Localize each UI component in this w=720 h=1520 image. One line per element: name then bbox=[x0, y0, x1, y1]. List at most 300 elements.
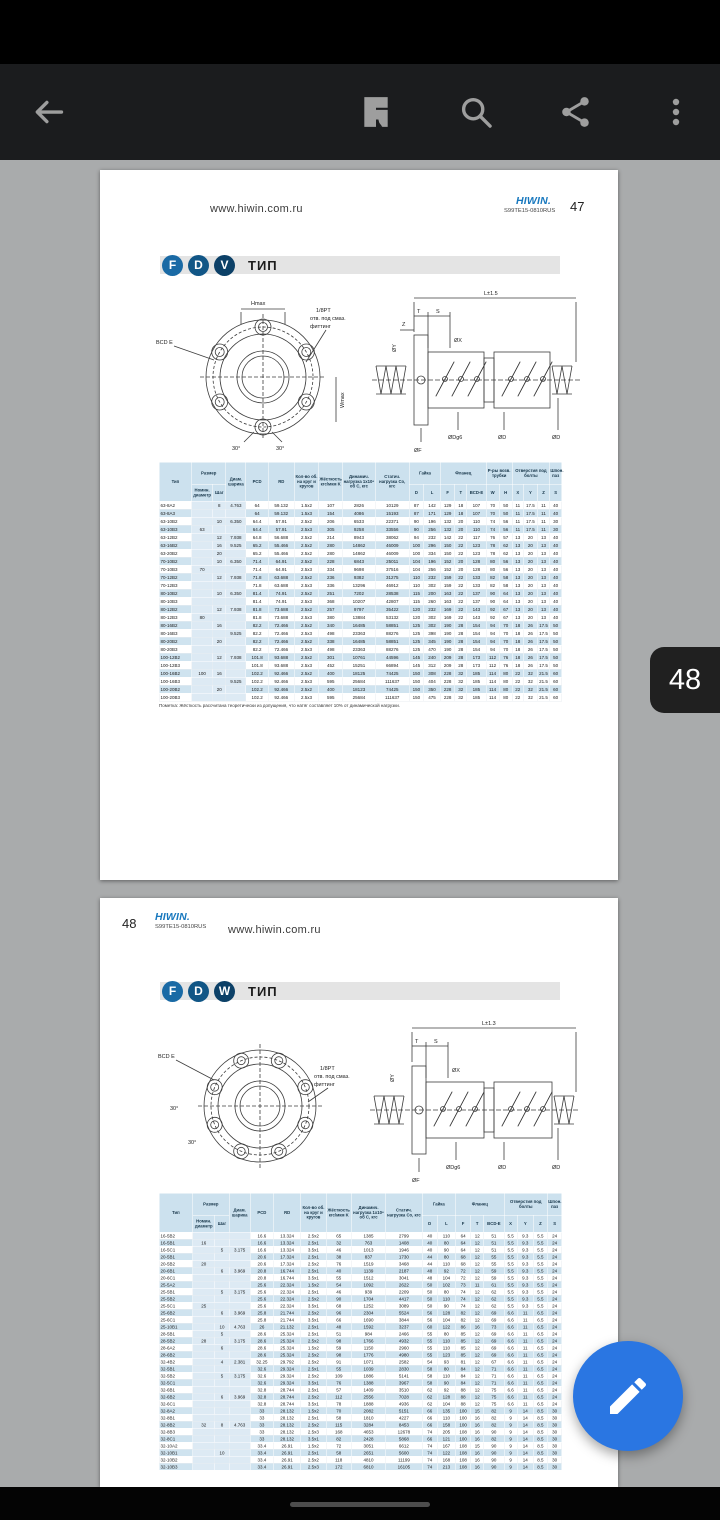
table-cell: 104 bbox=[437, 1400, 455, 1407]
table-cell: 6.5 bbox=[533, 1393, 547, 1400]
table-cell: 73 bbox=[484, 1323, 504, 1330]
table-cell bbox=[229, 1274, 250, 1281]
table-cell bbox=[226, 661, 246, 669]
table-cell: 11 bbox=[537, 501, 549, 509]
table-cell: 32-6B1 bbox=[159, 1386, 192, 1393]
table-cell: 2.5x1 bbox=[301, 1414, 326, 1421]
col-header: H bbox=[499, 484, 512, 501]
table-cell: 55.466 bbox=[268, 541, 294, 549]
table-cell: 14 bbox=[517, 1463, 533, 1470]
table-cell bbox=[193, 1379, 215, 1386]
table-cell: 82 bbox=[484, 1414, 504, 1421]
table-cell: 12 bbox=[471, 1316, 484, 1323]
table-cell: 2.5x3 bbox=[294, 645, 318, 653]
table-cell: 64.4 bbox=[246, 517, 268, 525]
table-cell: 11 bbox=[517, 1344, 533, 1351]
table-cell bbox=[229, 1344, 250, 1351]
col-header: Отверстия под болты bbox=[504, 1193, 547, 1215]
table-cell: 595 bbox=[319, 677, 343, 685]
table-cell: 14 bbox=[517, 1449, 533, 1456]
table-cell: 11 bbox=[517, 1400, 533, 1407]
table-cell: 1252 bbox=[351, 1302, 385, 1309]
table-cell: 64 bbox=[246, 509, 268, 517]
table-row bbox=[159, 1372, 562, 1379]
table-cell: 20.6 bbox=[250, 1253, 273, 1260]
table-cell: 20 bbox=[455, 525, 467, 533]
table-cell bbox=[193, 1435, 215, 1442]
table-cell: 88276 bbox=[375, 629, 409, 637]
table-cell: 3.175 bbox=[229, 1246, 250, 1253]
table-cell: 5.5 bbox=[504, 1239, 517, 1246]
table-cell: 16 bbox=[193, 1239, 215, 1246]
table-cell: 20 bbox=[523, 557, 537, 565]
table-cell: 7.938 bbox=[226, 573, 246, 581]
svg-text:Wmax: Wmax bbox=[340, 392, 346, 408]
table-cell: 118 bbox=[326, 1456, 351, 1463]
table-cell: 232 bbox=[423, 605, 440, 613]
table-cell: 28-6A2 bbox=[159, 1344, 192, 1351]
table-cell bbox=[213, 645, 226, 653]
table-cell: 123 bbox=[467, 541, 486, 549]
col-header: Шпон. паз bbox=[550, 462, 562, 484]
table-cell: 84 bbox=[455, 1372, 470, 1379]
table-cell: 251 bbox=[319, 589, 343, 597]
table-cell: 53132 bbox=[375, 613, 409, 621]
table-cell: 20.6 bbox=[250, 1260, 273, 1267]
table-cell: 55 bbox=[422, 1351, 437, 1358]
table-cell: 32-10B1 bbox=[159, 1449, 192, 1456]
table-cell: 100 bbox=[455, 1435, 470, 1442]
table-cell: 11 bbox=[517, 1372, 533, 1379]
table-cell bbox=[229, 1449, 250, 1456]
table-cell: 6.6 bbox=[504, 1344, 517, 1351]
col-header: Статич. нагрузка Co, кгс bbox=[386, 1193, 422, 1232]
page-number: 48 bbox=[122, 916, 137, 931]
table-cell: 46009 bbox=[375, 541, 409, 549]
table-cell: 2.5x2 bbox=[301, 1337, 326, 1344]
table-cell: 13 bbox=[537, 613, 549, 621]
table-cell: 61 bbox=[484, 1281, 504, 1288]
table-cell: 14 bbox=[517, 1428, 533, 1435]
svg-text:L±1.3: L±1.3 bbox=[482, 1021, 496, 1027]
table-cell: 28.744 bbox=[274, 1400, 301, 1407]
table-cell: 69 bbox=[484, 1316, 504, 1323]
table-cell: 16-5C1 bbox=[159, 1246, 192, 1253]
type-badges bbox=[162, 980, 235, 1002]
table-cell: 33.4 bbox=[250, 1449, 273, 1456]
table-cell: 17.5 bbox=[539, 638, 548, 644]
table-cell: 32-8A2 bbox=[159, 1407, 192, 1414]
table-cell: 28 bbox=[193, 1337, 215, 1344]
table-row bbox=[159, 1386, 562, 1393]
col-header: S bbox=[548, 1215, 562, 1232]
table-cell: 256 bbox=[423, 525, 440, 533]
col-header: Диам. шарика bbox=[229, 1193, 250, 1232]
table-cell: 2.5x2 bbox=[294, 685, 318, 693]
table-cell: 28 bbox=[455, 653, 467, 661]
table-cell: 30 bbox=[548, 1407, 562, 1414]
table-cell: 240 bbox=[423, 653, 440, 661]
table-cell: 107 bbox=[467, 509, 486, 517]
table-cell: 9.3 bbox=[517, 1239, 533, 1246]
table-cell: 63.688 bbox=[268, 573, 294, 581]
table-cell: 110 bbox=[437, 1232, 455, 1239]
col-header: Y bbox=[523, 484, 537, 501]
table-cell: 48 bbox=[422, 1274, 437, 1281]
table-cell bbox=[226, 549, 246, 557]
back-button[interactable] bbox=[20, 84, 76, 140]
table-cell: 16 bbox=[471, 1435, 484, 1442]
table-cell: 25684 bbox=[343, 693, 375, 701]
table-cell: 25-5B1 bbox=[159, 1288, 192, 1295]
table-cell: 25 bbox=[193, 1302, 215, 1309]
table-cell: 90 bbox=[437, 1302, 455, 1309]
table-cell: 4 bbox=[215, 1358, 229, 1365]
table-cell: 2.5x3 bbox=[294, 677, 318, 685]
table-cell bbox=[226, 621, 246, 629]
table-cell: 185 bbox=[467, 669, 486, 677]
table-cell: 28.132 bbox=[274, 1414, 301, 1421]
table-cell bbox=[229, 1365, 250, 1372]
table-cell: 32-10B2 bbox=[159, 1456, 192, 1463]
table-cell: 214 bbox=[319, 533, 343, 541]
table-cell: 33.4 bbox=[250, 1456, 273, 1463]
table-cell: 345 bbox=[423, 637, 440, 645]
table-cell: 67 bbox=[484, 1358, 504, 1365]
table-cell: 137 bbox=[467, 597, 486, 605]
table-cell: 122 bbox=[437, 1449, 455, 1456]
table-cell: 20 bbox=[455, 517, 467, 525]
table-cell: 132 bbox=[441, 517, 455, 525]
table-row bbox=[159, 1288, 562, 1295]
table-cell: 30 bbox=[548, 1449, 562, 1456]
table-cell bbox=[192, 589, 213, 597]
table-cell: 4.763 bbox=[229, 1421, 250, 1428]
table-cell: 6.6 bbox=[504, 1400, 517, 1407]
table-cell bbox=[226, 565, 246, 573]
table-cell: 2.5x2 bbox=[301, 1421, 326, 1428]
table-cell: 5524 bbox=[386, 1309, 422, 1316]
table-cell: 4980 bbox=[386, 1351, 422, 1358]
table-cell: 16 bbox=[471, 1463, 484, 1470]
table-cell: 2.5x3 bbox=[294, 565, 318, 573]
table-cell: 154 bbox=[467, 637, 486, 645]
col-header: Гайка bbox=[409, 462, 440, 484]
table-cell: 24 bbox=[548, 1267, 562, 1274]
page-thumbnail-button[interactable] bbox=[348, 84, 404, 140]
table-cell: 20-5B1 bbox=[159, 1253, 192, 1260]
table-cell: 114 bbox=[486, 669, 499, 677]
table-cell: 22371 bbox=[375, 517, 409, 525]
table-cell: 10 bbox=[215, 1449, 229, 1456]
table-cell: 108 bbox=[455, 1442, 470, 1449]
table-cell: 80 bbox=[499, 693, 512, 701]
svg-text:ØX: ØX bbox=[452, 1068, 460, 1074]
table-cell: 64 bbox=[246, 501, 268, 509]
table-cell: 18125 bbox=[343, 669, 375, 677]
svg-text:L±1.5: L±1.5 bbox=[484, 291, 498, 297]
table-cell: 17.5 bbox=[539, 630, 548, 636]
table-cell: 84 bbox=[455, 1365, 470, 1372]
table-cell: 26 bbox=[523, 621, 537, 629]
table-cell: 7202 bbox=[343, 589, 375, 597]
share-button[interactable] bbox=[548, 84, 604, 140]
table-cell: 1888 bbox=[351, 1400, 385, 1407]
table-cell: 13884 bbox=[343, 613, 375, 621]
table-cell: 40 bbox=[550, 549, 562, 557]
table-cell: 102.2 bbox=[246, 677, 268, 685]
table-cell: 24 bbox=[548, 1337, 562, 1344]
table-cell: 26 bbox=[250, 1323, 273, 1330]
table-cell: 12 bbox=[471, 1295, 484, 1302]
table-row bbox=[159, 1379, 562, 1386]
table-cell: 90 bbox=[484, 1456, 504, 1463]
col-header: Кол-во об. на круг и кругов bbox=[294, 462, 318, 501]
table-cell: 22 bbox=[455, 613, 467, 621]
table-cell: 100 bbox=[455, 1414, 470, 1421]
col-header: Статич. нагрузка Co, кгс bbox=[375, 462, 409, 501]
table-row bbox=[159, 685, 562, 693]
table-cell: 9 bbox=[504, 1449, 517, 1456]
table-cell bbox=[213, 677, 226, 685]
table-cell bbox=[229, 1400, 250, 1407]
table-cell: 13 bbox=[512, 565, 523, 573]
table-cell: 32 bbox=[523, 669, 537, 677]
table-cell: 13 bbox=[512, 597, 523, 605]
table-cell: 939 bbox=[351, 1288, 385, 1295]
table-cell: 60 bbox=[550, 669, 562, 677]
bottom-bar bbox=[0, 1487, 720, 1520]
table-cell: 5.5 bbox=[504, 1260, 517, 1267]
table-cell: 72 bbox=[326, 1442, 351, 1449]
table-cell: 80-12B3 bbox=[159, 613, 191, 621]
table-cell: 5.5 bbox=[504, 1274, 517, 1281]
table-cell: 28538 bbox=[375, 589, 409, 597]
table-cell: 59 bbox=[326, 1344, 351, 1351]
table-cell: 3041 bbox=[386, 1274, 422, 1281]
table-cell: 2.5x2 bbox=[301, 1456, 326, 1463]
table-cell: 98 bbox=[326, 1351, 351, 1358]
table-cell: 68 bbox=[326, 1302, 351, 1309]
overflow-menu-button[interactable] bbox=[648, 84, 704, 140]
table-cell: 63-10B2 bbox=[159, 517, 191, 525]
table-cell: 14 bbox=[517, 1442, 533, 1449]
table-cell: 16 bbox=[471, 1456, 484, 1463]
table-cell: 22.324 bbox=[274, 1288, 301, 1295]
table-cell: 150 bbox=[441, 541, 455, 549]
table-cell: 20.8 bbox=[250, 1267, 273, 1274]
table-cell: 100-20B2 bbox=[159, 685, 191, 693]
svg-text:ØF: ØF bbox=[414, 448, 422, 454]
table-cell: 90 bbox=[486, 589, 499, 597]
table-cell: 50 bbox=[550, 621, 562, 629]
table-cell: 6.6 bbox=[504, 1379, 517, 1386]
table-cell: 6.5 bbox=[533, 1386, 547, 1393]
table-cell: 81.8 bbox=[246, 613, 268, 621]
table-cell: 3.969 bbox=[229, 1309, 250, 1316]
table-cell: 6.5 bbox=[533, 1372, 547, 1379]
table-cell bbox=[215, 1407, 229, 1414]
table-cell: 12 bbox=[471, 1337, 484, 1344]
table-cell: 32-4B2 bbox=[159, 1358, 192, 1365]
table-cell bbox=[193, 1428, 215, 1435]
table-cell: 13 bbox=[537, 533, 549, 541]
table-cell: 8 bbox=[213, 501, 226, 509]
table-cell: 24 bbox=[548, 1239, 562, 1246]
table-cell: 9.3 bbox=[517, 1232, 533, 1239]
table-cell: 40 bbox=[422, 1232, 437, 1239]
table-cell: 6.6 bbox=[504, 1330, 517, 1337]
spec-table-48 bbox=[159, 1193, 563, 1520]
table-cell: 74 bbox=[422, 1442, 437, 1449]
table-cell: 9.3 bbox=[517, 1253, 533, 1260]
table-cell: 196 bbox=[423, 557, 440, 565]
table-cell: 25-6C1 bbox=[159, 1316, 192, 1323]
table-cell: 75 bbox=[484, 1393, 504, 1400]
table-cell: 16-5B1 bbox=[159, 1239, 192, 1246]
table-cell: 55 bbox=[326, 1365, 351, 1372]
table-cell: 22 bbox=[455, 597, 467, 605]
table-cell: 145 bbox=[409, 661, 423, 669]
table-cell: 30 bbox=[548, 1456, 562, 1463]
table-cell: 58851 bbox=[375, 637, 409, 645]
table-cell bbox=[192, 693, 213, 701]
col-header: T bbox=[455, 484, 467, 501]
table-cell: 9258 bbox=[343, 525, 375, 533]
table-cell: 22.324 bbox=[274, 1302, 301, 1309]
table-cell: 340 bbox=[319, 621, 343, 629]
table-cell: 26 bbox=[523, 653, 537, 661]
table-cell: 6 bbox=[215, 1344, 229, 1351]
col-header: D bbox=[409, 484, 423, 501]
table-cell: 9 bbox=[504, 1428, 517, 1435]
table-cell: 80 bbox=[486, 565, 499, 573]
table-cell: 20 bbox=[523, 581, 537, 589]
gesture-pill[interactable] bbox=[290, 1502, 430, 1507]
table-cell: 115 bbox=[409, 589, 423, 597]
table-cell: 16 bbox=[213, 669, 226, 677]
table-cell: 100-12B3 bbox=[159, 661, 191, 669]
table-cell: 9 bbox=[504, 1456, 517, 1463]
table-cell: 301 bbox=[319, 653, 343, 661]
search-button[interactable] bbox=[448, 84, 504, 140]
table-cell: 142 bbox=[441, 533, 455, 541]
edit-fab[interactable] bbox=[573, 1341, 683, 1451]
table-cell: 498 bbox=[319, 629, 343, 637]
table-cell: 4.763 bbox=[226, 501, 246, 509]
table-cell: 17.5 bbox=[539, 622, 548, 628]
table-row bbox=[159, 1330, 562, 1337]
badge-f: F bbox=[162, 981, 183, 1002]
table-cell: 92 bbox=[437, 1267, 455, 1274]
table-cell: 112 bbox=[326, 1393, 351, 1400]
table-cell: 17.5 bbox=[523, 525, 537, 533]
table-cell: 7028 bbox=[386, 1393, 422, 1400]
table-cell bbox=[229, 1442, 250, 1449]
table-cell: 33 bbox=[250, 1435, 273, 1442]
type-label: ТИП bbox=[248, 984, 278, 999]
table-cell: 16 bbox=[471, 1449, 484, 1456]
table-cell: 100 bbox=[455, 1407, 470, 1414]
pdf-scroll-area[interactable] bbox=[0, 160, 720, 1520]
table-cell: 88276 bbox=[375, 645, 409, 653]
table-cell: 2.5x1 bbox=[301, 1449, 326, 1456]
table-cell: 76 bbox=[499, 653, 512, 661]
svg-text:ØDg6: ØDg6 bbox=[446, 1165, 461, 1171]
table-cell: 32-5B2 bbox=[159, 1372, 192, 1379]
table-cell: 48 bbox=[422, 1267, 437, 1274]
table-cell: 50 bbox=[550, 661, 562, 669]
table-cell: 75 bbox=[484, 1400, 504, 1407]
col-header: Динамич. нагрузка 1x10⁶ об C, кгс bbox=[351, 1193, 385, 1232]
table-cell: 40 bbox=[550, 581, 562, 589]
table-cell: 20 bbox=[213, 549, 226, 557]
table-cell: 11 bbox=[517, 1365, 533, 1372]
table-cell: 1092 bbox=[351, 1281, 385, 1288]
table-cell: 154 bbox=[467, 629, 486, 637]
table-cell: 150 bbox=[441, 549, 455, 557]
table-cell: 114 bbox=[486, 677, 499, 685]
table-cell: 40 bbox=[550, 501, 562, 509]
table-cell: 30 bbox=[548, 1414, 562, 1421]
table-cell: 78 bbox=[326, 1400, 351, 1407]
table-cell: 6.6 bbox=[504, 1365, 517, 1372]
table-header bbox=[159, 1193, 562, 1232]
col-header: PCD bbox=[250, 1193, 273, 1232]
table-cell: 13296 bbox=[343, 581, 375, 589]
table-cell: 32 bbox=[523, 677, 537, 685]
table-cell: 72 bbox=[455, 1274, 470, 1281]
col-header: X bbox=[504, 1215, 517, 1232]
table-cell: 67 bbox=[499, 605, 512, 613]
table-cell: 64.4 bbox=[246, 525, 268, 533]
table-cell: 3.5x1 bbox=[301, 1400, 326, 1407]
table-cell: 18 bbox=[512, 621, 523, 629]
table-cell: 1139 bbox=[351, 1267, 385, 1274]
table-cell: 32 bbox=[455, 677, 467, 685]
table-cell: 63-16B2 bbox=[159, 541, 191, 549]
table-row bbox=[159, 573, 562, 581]
table-cell: 94 bbox=[486, 629, 499, 637]
table-cell: 32 bbox=[455, 685, 467, 693]
table-cell: 117 bbox=[467, 533, 486, 541]
table-cell bbox=[213, 581, 226, 589]
table-cell: 12 bbox=[471, 1232, 484, 1239]
table-cell: 80 bbox=[486, 557, 499, 565]
table-cell bbox=[215, 1337, 229, 1344]
table-cell bbox=[192, 501, 213, 509]
hiwin-logo: HIWIN. bbox=[516, 195, 552, 207]
table-cell: 70 bbox=[326, 1407, 351, 1414]
table-cell: 13 bbox=[537, 565, 549, 573]
table-cell: 6.6 bbox=[504, 1351, 517, 1358]
table-cell bbox=[192, 597, 213, 605]
table-cell: 122 bbox=[437, 1323, 455, 1330]
table-cell bbox=[213, 509, 226, 517]
table-cell: 128 bbox=[437, 1393, 455, 1400]
table-cell: 98 bbox=[326, 1337, 351, 1344]
table-cell: 9.3 bbox=[517, 1295, 533, 1302]
table-cell: 280 bbox=[319, 541, 343, 549]
col-header: Размер bbox=[192, 462, 226, 484]
table-cell: 12 bbox=[471, 1386, 484, 1393]
table-cell: 92 bbox=[486, 613, 499, 621]
table-cell bbox=[215, 1386, 229, 1393]
table-cell: 152 bbox=[441, 557, 455, 565]
table-cell: 17.5 bbox=[523, 517, 537, 525]
table-cell: 56 bbox=[499, 525, 512, 533]
table-cell: 6.6 bbox=[504, 1358, 517, 1365]
